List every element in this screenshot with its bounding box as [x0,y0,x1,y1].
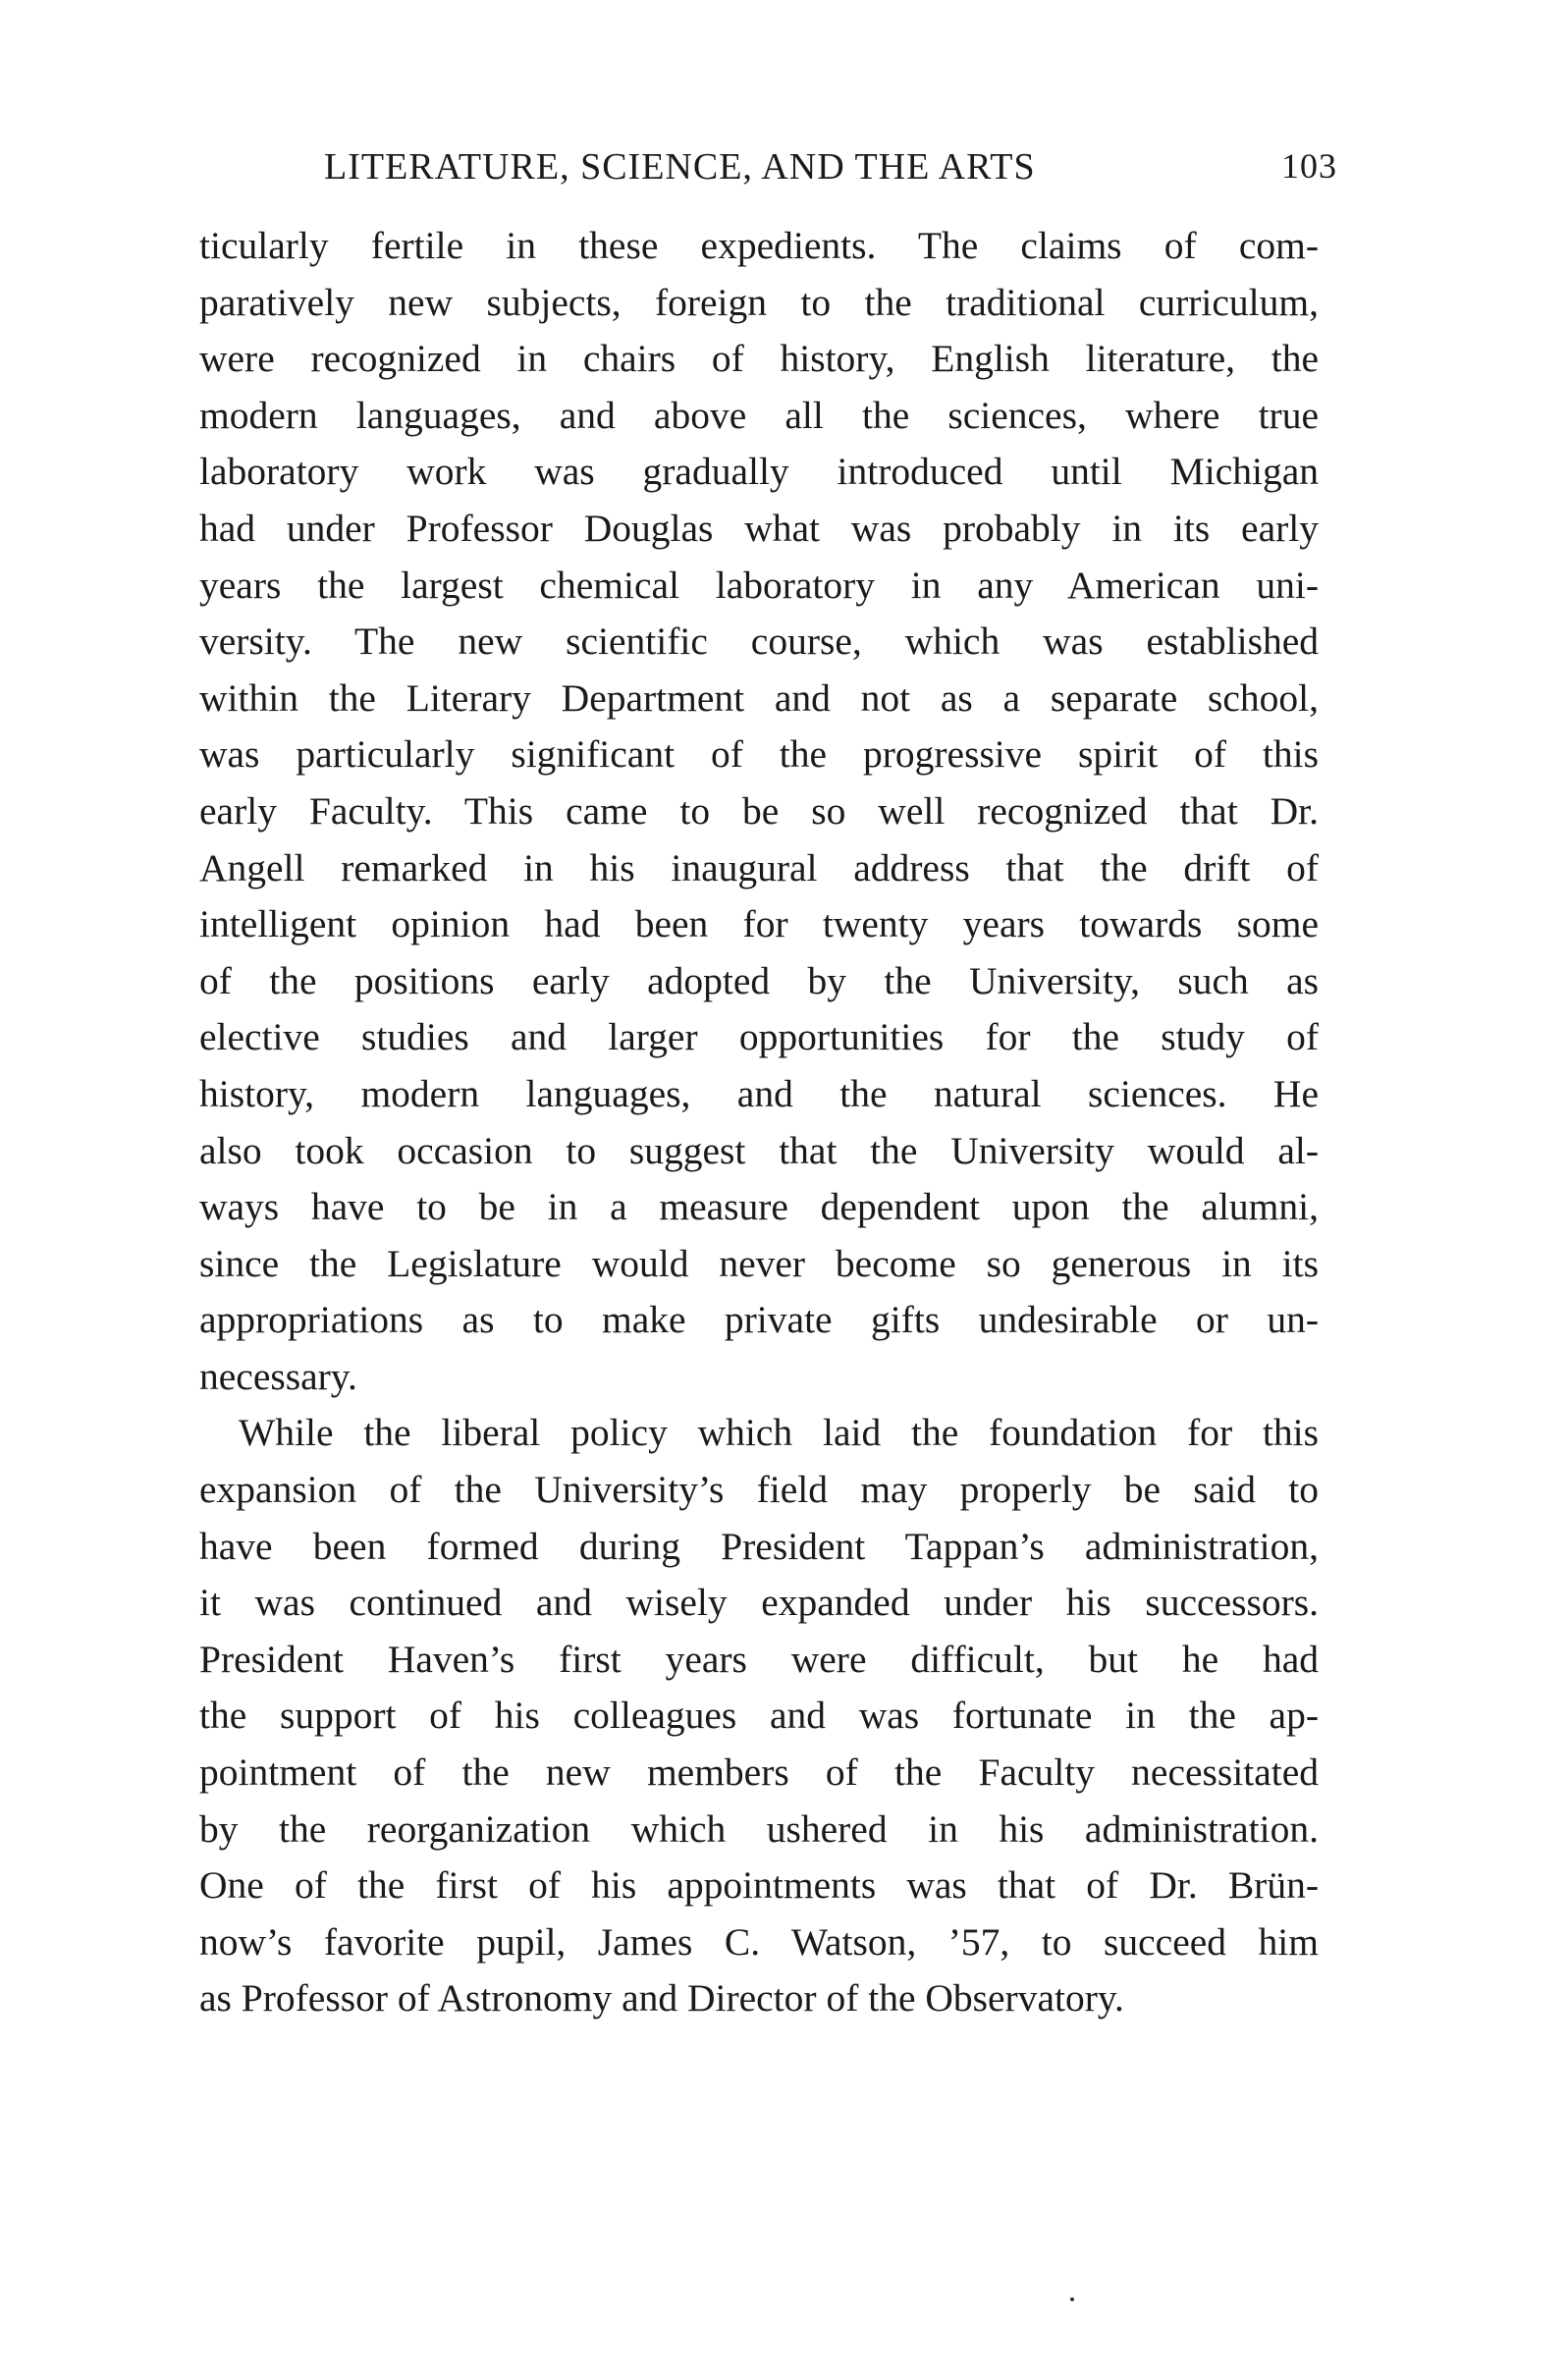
scan-speck [1070,2297,1074,2301]
text-line: elective studies and larger opportunities for the study of [199,1015,1319,1059]
text-line: versity. The new scientific course, which was established [199,619,1319,664]
text-line: While the liberal policy which laid the foundation for this [239,1411,1319,1455]
text-line: paratively new subjects, foreign to the traditional curriculum, [199,280,1319,324]
text-line: were recognized in chairs of history, English literature, the [199,337,1319,381]
text-line: it was continued and wisely expanded under his successors. [199,1581,1319,1625]
text-line: One of the first of his appointments was that of Dr. Brün- [199,1863,1319,1908]
text-line: years the largest chemical laboratory in any American uni- [199,563,1319,607]
paragraph [199,218,1319,1405]
text-line: also took occasion to suggest that the University would al- [199,1128,1319,1172]
text-line: since the Legislature would never become so generous in its [199,1241,1319,1285]
page-body [199,218,1319,2027]
text-line: necessary. [199,1354,357,1398]
text-line: by the reorganization which ushered in his administration. [199,1806,1319,1851]
text-line: early Faculty. This came to be so well recognized that Dr. [199,788,1319,833]
running-head-title: LITERATURE, SCIENCE, AND THE ARTS [324,146,1036,188]
text-line: of the positions early adopted by the University, such as [199,958,1319,1002]
text-line: intelligent opinion had been for twenty years towards some [199,902,1319,946]
text-line: President Haven’s first years were difficult, but he had [199,1637,1319,1681]
text-line: ways have to be in a measure dependent upon the alumni, [199,1185,1319,1229]
page-number: 103 [1281,146,1337,186]
text-line: expansion of the University’s field may properly be said to [199,1468,1319,1512]
text-line: the support of his colleagues and was fortunate in the ap- [199,1694,1319,1738]
text-line: within the Literary Department and not as a separate school, [199,675,1319,720]
text-line: have been formed during President Tappan’s administration, [199,1524,1319,1568]
paragraph [199,1405,1319,2027]
text-line: ticularly fertile in these expedients. The claims of com- [199,224,1319,267]
text-line: now’s favorite pupil, James C. Watson, ’57, to succeed him [199,1919,1319,1964]
text-line: as Professor of Astronomy and Director of the Observatory. [199,1976,1124,2020]
text-line: appropriations as to make private gifts undesirable or un- [199,1298,1319,1342]
text-line: modern languages, and above all the sciences, where true [199,393,1319,437]
text-line: had under Professor Douglas what was probably in its early [199,506,1319,550]
running-head [324,145,1337,200]
text-line: pointment of the new members of the Faculty necessitated [199,1751,1319,1795]
text-line: Angell remarked in his inaugural address that the drift of [199,845,1319,889]
text-line: was particularly significant of the progressive spirit of this [199,732,1319,777]
text-line: laboratory work was gradually introduced until Michigan [199,450,1319,494]
text-line: history, modern languages, and the natural sciences. He [199,1071,1319,1115]
